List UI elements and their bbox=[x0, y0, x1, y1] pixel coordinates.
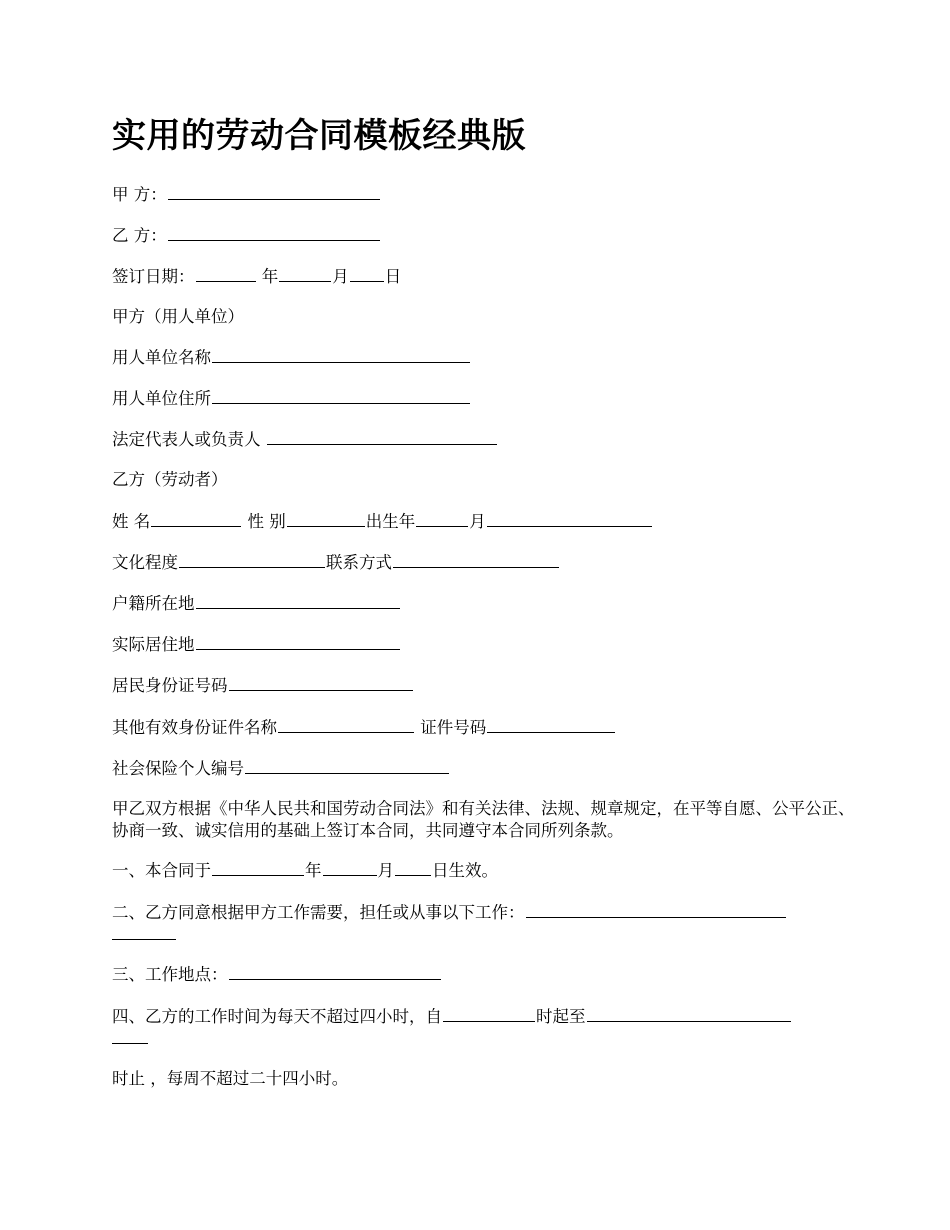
contact-blank[interactable] bbox=[393, 551, 559, 568]
party-b-blank[interactable] bbox=[168, 224, 380, 241]
sign-month-label: 月 bbox=[332, 267, 349, 286]
clause-4-tail: 时止 ，每周不超过二十四小时。 bbox=[112, 1069, 349, 1088]
household-blank[interactable] bbox=[196, 592, 400, 609]
preamble-paragraph: 甲乙双方根据《中华人民共和国劳动合同法》和有关法律、法规、规章规定，在平等自愿、公平公正、协商一致、诚实信用的基础上签订本合同，共同遵守本合同所列条款。 bbox=[112, 799, 855, 840]
employer-heading: 甲方（用人单位） bbox=[112, 307, 244, 326]
employer-address-line bbox=[112, 387, 471, 410]
clause-2-continuation bbox=[112, 923, 177, 946]
sign-year-blank[interactable] bbox=[196, 265, 256, 282]
clause-2 bbox=[112, 901, 787, 924]
sign-year-label: 年 bbox=[261, 267, 279, 286]
clause-4-end-blank-continued[interactable] bbox=[112, 1027, 148, 1044]
id-number-label: 居民身份证号码 bbox=[112, 676, 228, 695]
party-a-line bbox=[112, 183, 381, 206]
clause-1-day-blank[interactable] bbox=[395, 859, 431, 876]
clause-1-month-blank[interactable] bbox=[323, 859, 377, 876]
residence-blank[interactable] bbox=[196, 633, 400, 650]
employer-address-label: 用人单位住所 bbox=[112, 389, 211, 408]
contact-label: 联系方式 bbox=[326, 553, 392, 572]
employee-birth-month-blank[interactable] bbox=[487, 510, 652, 527]
sign-month-blank[interactable] bbox=[279, 265, 331, 282]
clause-4 bbox=[112, 1005, 792, 1028]
legal-rep-blank[interactable] bbox=[267, 428, 497, 445]
other-id-number-label: 证件号码 bbox=[420, 718, 487, 737]
other-id-name-label: 其他有效身份证件名称 bbox=[112, 718, 277, 737]
party-a-label: 甲 方： bbox=[112, 185, 167, 204]
id-number-blank[interactable] bbox=[229, 674, 413, 691]
residence-line bbox=[112, 633, 401, 656]
employee-gender-blank[interactable] bbox=[287, 510, 365, 527]
clause-4-end-blank[interactable] bbox=[587, 1005, 791, 1022]
employee-birth-label: 出生年 bbox=[365, 512, 416, 531]
social-security-label: 社会保险个人编号 bbox=[112, 759, 244, 778]
household-label: 户籍所在地 bbox=[112, 594, 195, 613]
sign-day-blank[interactable] bbox=[350, 265, 384, 282]
employee-birth-year-blank[interactable] bbox=[416, 510, 468, 527]
clause-1-year-blank[interactable] bbox=[212, 859, 304, 876]
other-id-line bbox=[112, 716, 616, 739]
clause-4-continuation bbox=[112, 1027, 149, 1050]
other-id-number-blank[interactable] bbox=[487, 716, 615, 733]
document-title: 实用的劳动合同模板经典版 bbox=[112, 116, 526, 156]
party-b-line bbox=[112, 224, 381, 247]
employee-birth-month-label: 月 bbox=[469, 512, 486, 531]
employee-name-blank[interactable] bbox=[151, 510, 241, 527]
legal-rep-line bbox=[112, 428, 498, 451]
employee-gender-label: 性 别 bbox=[247, 512, 286, 531]
sign-date-line bbox=[112, 265, 401, 288]
clause-3-prefix: 三、工作地点： bbox=[112, 965, 228, 984]
sign-date-label: 签订日期： bbox=[112, 267, 195, 286]
social-security-blank[interactable] bbox=[245, 757, 449, 774]
party-b-label: 乙 方： bbox=[112, 226, 167, 245]
clause-4-mid: 时起至 bbox=[536, 1007, 586, 1026]
employer-name-blank[interactable] bbox=[212, 346, 470, 363]
sign-day-label: 日 bbox=[384, 267, 402, 286]
education-line bbox=[112, 551, 560, 574]
id-number-line bbox=[112, 674, 414, 697]
clause-1-year-label: 年 bbox=[305, 861, 322, 880]
clause-3-blank[interactable] bbox=[229, 963, 441, 980]
clause-1-month-label: 月 bbox=[377, 861, 394, 880]
legal-rep-label: 法定代表人或负责人 bbox=[112, 430, 261, 449]
employee-info-line bbox=[112, 510, 653, 533]
residence-label: 实际居住地 bbox=[112, 635, 195, 654]
employee-heading: 乙方（劳动者） bbox=[112, 470, 228, 489]
education-blank[interactable] bbox=[179, 551, 325, 568]
social-security-line bbox=[112, 757, 450, 780]
clause-2-blank-continued[interactable] bbox=[112, 923, 176, 940]
clause-1 bbox=[112, 859, 498, 882]
employer-name-line bbox=[112, 346, 471, 369]
employer-name-label: 用人单位名称 bbox=[112, 348, 211, 367]
clause-2-prefix: 二、乙方同意根据甲方工作需要，担任或从事以下工作： bbox=[112, 903, 525, 922]
education-label: 文化程度 bbox=[112, 553, 178, 572]
employee-name-label: 姓 名 bbox=[112, 512, 151, 531]
party-a-blank[interactable] bbox=[168, 183, 380, 200]
household-line bbox=[112, 592, 401, 615]
clause-4-prefix: 四、乙方的工作时间为每天不超过四小时，自 bbox=[112, 1007, 442, 1026]
clause-4-start-blank[interactable] bbox=[443, 1005, 535, 1022]
employer-address-blank[interactable] bbox=[212, 387, 470, 404]
clause-1-prefix: 一、本合同于 bbox=[112, 861, 211, 880]
clause-2-blank[interactable] bbox=[526, 901, 786, 918]
other-id-name-blank[interactable] bbox=[278, 716, 414, 733]
clause-1-suffix: 日生效。 bbox=[432, 861, 498, 880]
clause-3 bbox=[112, 963, 442, 986]
